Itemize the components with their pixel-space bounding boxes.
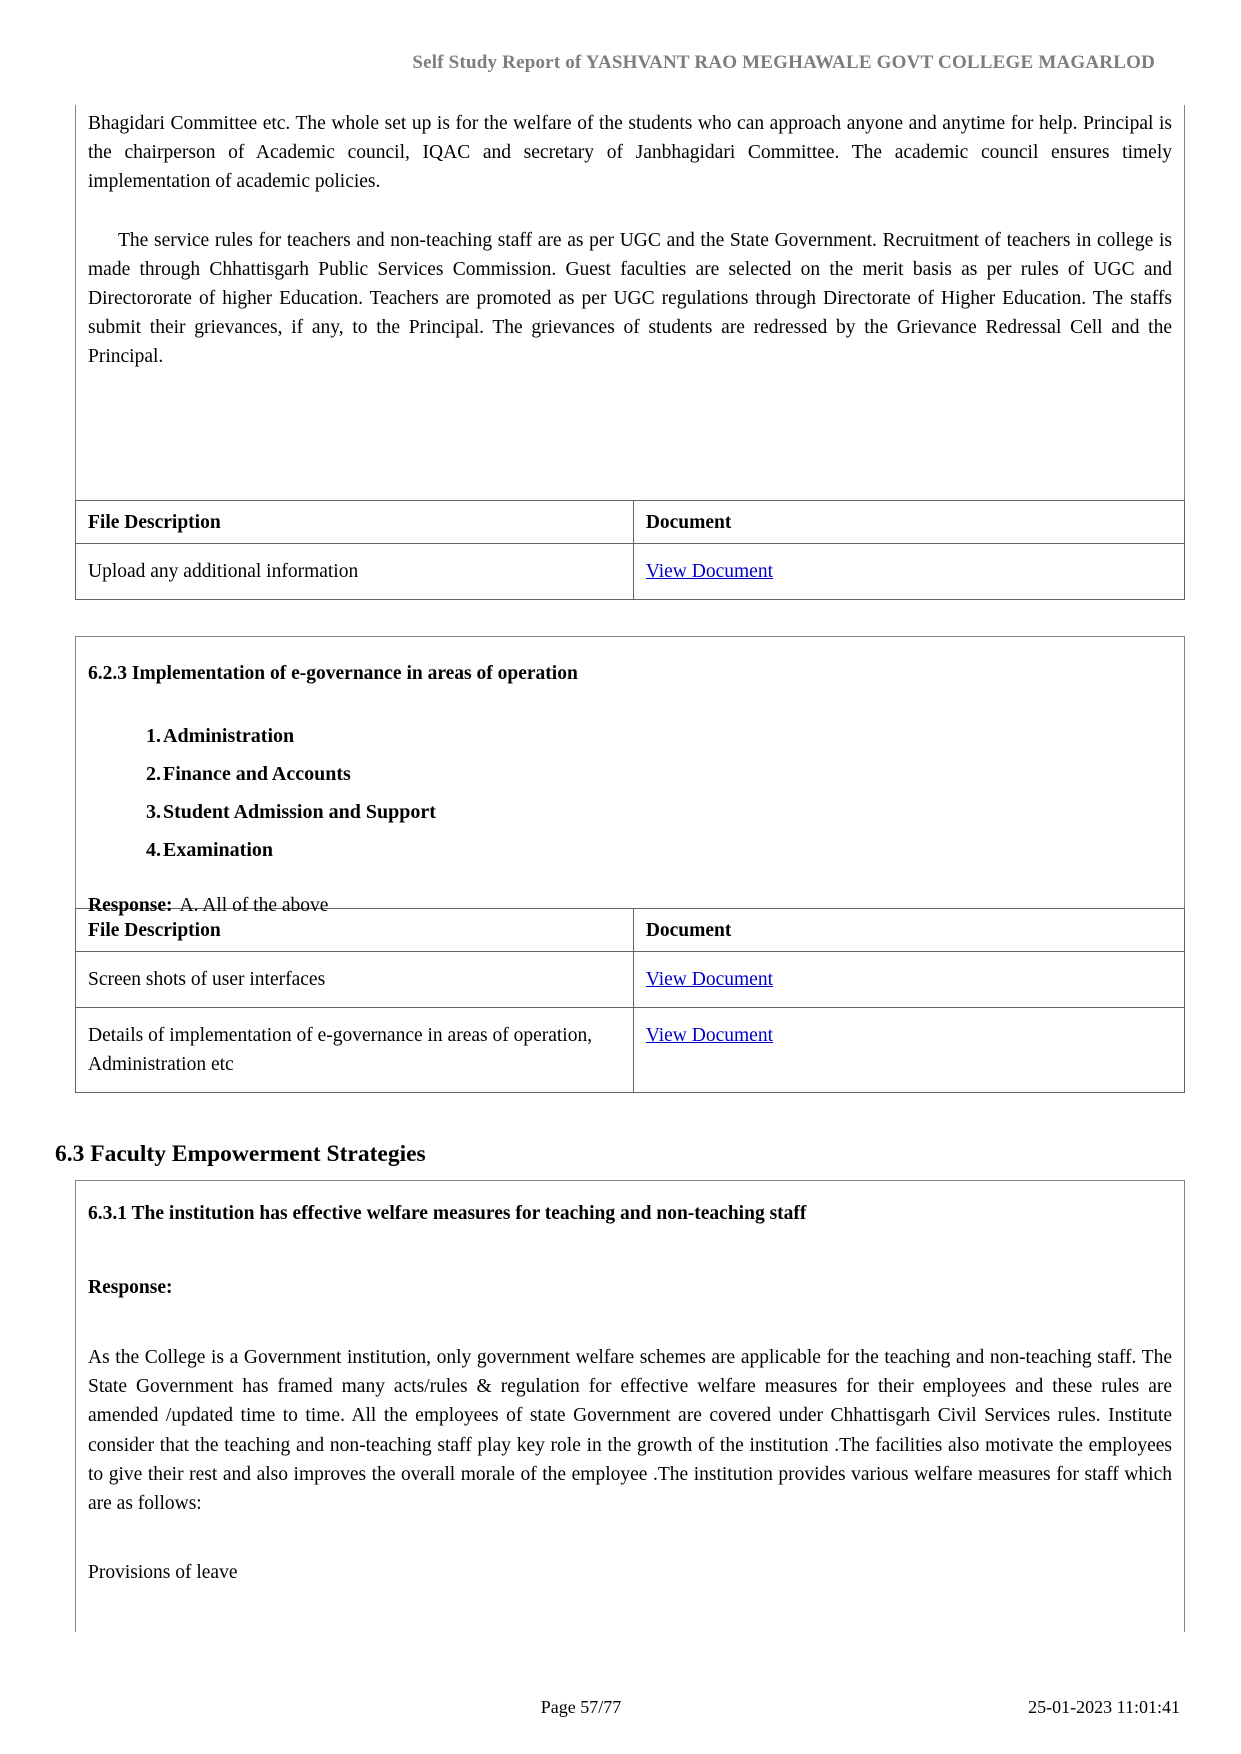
table-header-row [76, 501, 1185, 544]
report-title: Self Study Report of YASHVANT RAO MEGHAWALE GOVT COLLEGE MAGARLOD [412, 52, 1155, 73]
list-item-examination [146, 835, 1172, 865]
section-623-box [75, 636, 1185, 916]
welfare-paragraph: As the College is a Government institution, only government welfare schemes are applicable for the teaching and non-teaching staff. The State Government has framed many acts/rules & regulation for effective welfare measures for their employees and these rules are amended /updated time to time. All the employees of state Government are covered under Chhattisgarh Civil Services rules. Institute consider that the teaching and non-teaching staff play key role in the growth of the institution .The facilities also motivate the employees to give their rest and also improves the overall morale of the employee .The institution provides various welfare measures for staff which are as follows: [88, 1347, 1172, 1515]
file-description-table-1 [75, 500, 1185, 600]
response-label: Response: [88, 895, 173, 916]
file-description-cell: Screen shots of user interfaces [76, 952, 634, 1008]
table-row [76, 1008, 1185, 1093]
response-label: Response: [88, 1277, 173, 1298]
column-header-file-description: File Description [76, 909, 634, 952]
file-description-cell: Details of implementation of e-governance in areas of operation, Administration etc [76, 1008, 634, 1093]
table-row [76, 544, 1185, 600]
page-header [0, 52, 1155, 74]
table-row [76, 952, 1185, 1008]
list-item-number: 4. [146, 839, 161, 861]
file-description-table-2 [75, 908, 1185, 1093]
file-description-cell: Upload any additional information [76, 544, 634, 600]
column-header-document: Document [633, 501, 1184, 544]
column-header-file-description: File Description [76, 501, 634, 544]
section-63-heading: 6.3 Faculty Empowerment Strategies [55, 1141, 426, 1167]
paragraph-committee: Bhagidari Committee etc. The whole set up is for the welfare of the students who can approach anyone and anytime for help. Principal is the chairperson of Academic council, IQAC and secretary of Janbhagidari Committee. The academic council ensures timely implementation of academic policies. [88, 113, 1172, 193]
egovernance-areas-list [146, 721, 1172, 865]
column-header-document: Document [633, 909, 1184, 952]
paragraph-service-rules: The service rules for teachers and non-teaching staff are as per UGC and the State Government. Recruitment of teachers in college is made through Chhattisgarh Public Services Commission. Guest faculties are selected on the merit basis as per rules of UGC and Directororate of higher Education. Teachers are promoted as per UGC regulations through Directorate of Higher Education. The staffs submit their grievances, if any, to the Principal. The grievances of students are redressed by the Grievance Redressal Cell and the Principal. [88, 229, 1172, 368]
list-item-label: Finance and Accounts [163, 763, 351, 785]
view-document-link[interactable]: View Document [645, 969, 773, 990]
footer-timestamp: 25-01-2023 11:01:41 [1028, 1697, 1180, 1717]
document-cell [633, 544, 1184, 600]
section-631-heading: 6.3.1 The institution has effective welfare measures for teaching and non-teaching staff [88, 1203, 807, 1224]
response-value: A. All of the above [179, 895, 329, 916]
provisions-of-leave-line: Provisions of leave [88, 1562, 238, 1584]
list-item-administration [146, 721, 1172, 751]
response-continuation-box [75, 105, 1185, 500]
list-item-finance [146, 759, 1172, 789]
page-content [55, 105, 1185, 1632]
section-631-box [75, 1180, 1185, 1632]
list-item-label: Examination [163, 839, 274, 861]
document-cell [633, 1008, 1184, 1093]
list-item-number: 2. [146, 763, 161, 785]
document-cell [633, 952, 1184, 1008]
list-item-admission [146, 797, 1172, 827]
list-item-number: 1. [146, 725, 161, 747]
section-623-heading: 6.2.3 Implementation of e-governance in areas of operation [88, 663, 578, 684]
list-item-label: Student Admission and Support [163, 801, 436, 823]
list-item-label: Administration [163, 725, 295, 747]
view-document-link[interactable]: View Document [645, 561, 773, 582]
view-document-link[interactable]: View Document [645, 1025, 773, 1046]
list-item-number: 3. [146, 801, 161, 823]
footer-page-number: Page 57/77 [540, 1697, 622, 1717]
